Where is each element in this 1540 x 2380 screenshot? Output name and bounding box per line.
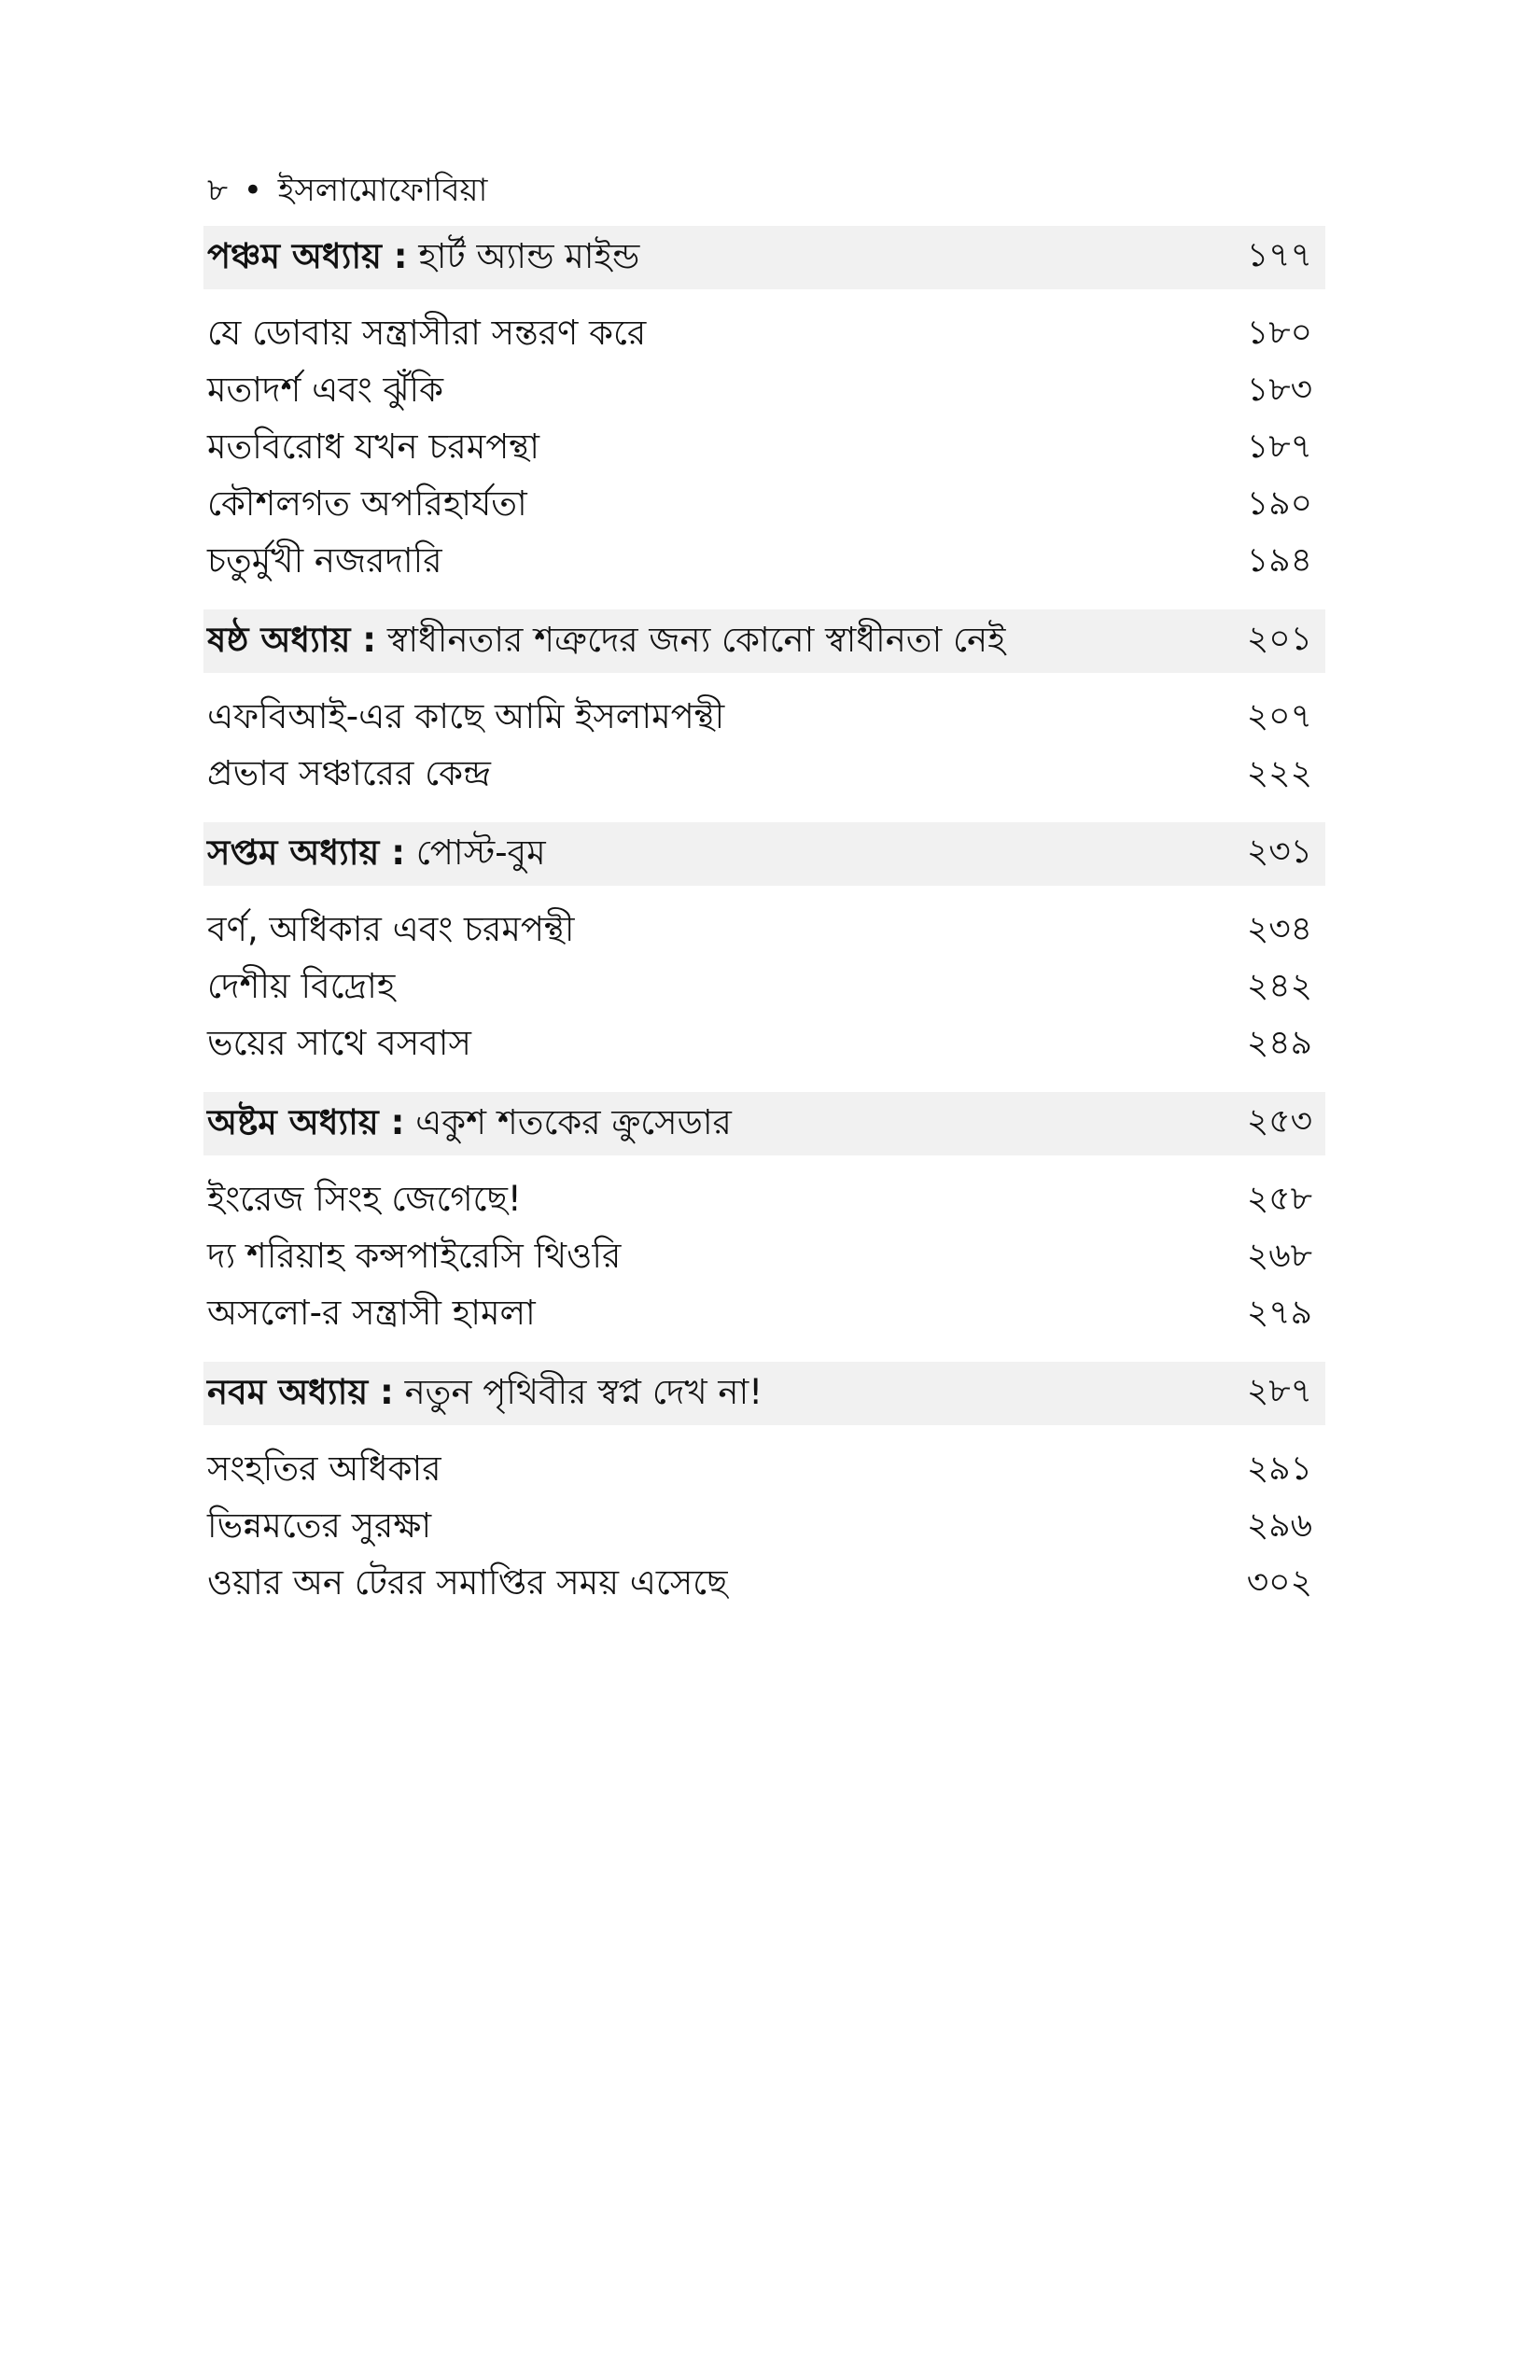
- section-title: ওয়ার অন টেরর সমাপ্তির সময় এসেছে: [207, 1562, 728, 1603]
- running-head: [207, 168, 487, 213]
- section-title: অসলো-র সন্ত্রাসী হামলা: [207, 1293, 536, 1333]
- toc-entry: [203, 306, 1325, 363]
- chapter-heading: [203, 609, 1325, 673]
- chapter-heading: [203, 1092, 1325, 1155]
- section-page-number: ১৮৭: [1246, 427, 1312, 466]
- chapter-title: একুশ শতকের ক্রুসেডার: [415, 1101, 732, 1142]
- toc-entry: [203, 534, 1325, 591]
- toc-entry: [203, 903, 1325, 959]
- toc-entry: [203, 690, 1325, 747]
- toc-entry: [203, 1172, 1325, 1229]
- section-title: প্রভাব সঞ্চারের কেন্দ্র: [207, 753, 491, 793]
- section-page-number: ২৪২: [1246, 966, 1312, 1005]
- chapter-heading: [203, 226, 1325, 289]
- section-title: চতুর্মুখী নজরদারি: [207, 540, 442, 581]
- chapter-page-number: ২৫৩: [1246, 1102, 1312, 1141]
- table-of-contents: [203, 226, 1325, 1631]
- section-page-number: ২৬৮: [1246, 1236, 1312, 1275]
- section-title: মতাদর্শ এবং ঝুঁকি: [207, 370, 444, 410]
- chapter-label: নবম অধ্যায় :: [207, 1371, 394, 1412]
- chapter-block: [203, 609, 1325, 804]
- toc-entry: [203, 959, 1325, 1016]
- chapter-page-number: ২০১: [1246, 620, 1312, 658]
- chapter-page-number: ২৮৭: [1246, 1372, 1312, 1410]
- section-page-number: ১৯০: [1246, 483, 1312, 523]
- section-title: যে ডোবায় সন্ত্রাসীরা সন্তরণ করে: [207, 313, 647, 353]
- section-title: ভয়ের সাথে বসবাস: [207, 1023, 471, 1063]
- toc-entry: [203, 1229, 1325, 1286]
- toc-entry: [203, 1442, 1325, 1499]
- toc-entry: [203, 1499, 1325, 1556]
- toc-entry: [203, 747, 1325, 804]
- chapter-heading: [203, 822, 1325, 886]
- section-title: এফবিআই-এর কাছে আমি ইসলামপন্থী: [207, 696, 725, 736]
- chapter-label: সপ্তম অধ্যায় :: [207, 832, 405, 873]
- toc-entry: [203, 1016, 1325, 1073]
- section-page-number: ২৭৯: [1246, 1293, 1312, 1332]
- chapter-title: হার্ট অ্যান্ড মাইন্ড: [418, 235, 640, 276]
- toc-entry: [203, 363, 1325, 420]
- toc-entry: [203, 1286, 1325, 1343]
- section-title: দ্য শরিয়াহ কন্সপাইরেসি থিওরি: [207, 1236, 622, 1276]
- chapter-label: ষষ্ঠ অধ্যায় :: [207, 619, 377, 660]
- section-page-number: ৩০২: [1246, 1562, 1312, 1602]
- chapter-title-group: [207, 1095, 732, 1154]
- chapter-title-group: [207, 229, 639, 287]
- section-page-number: ২০৭: [1246, 696, 1312, 735]
- toc-entry: [203, 1556, 1325, 1613]
- section-title: ভিন্নমতের সুরক্ষা: [207, 1505, 432, 1546]
- section-page-number: ২৪৯: [1246, 1023, 1312, 1062]
- chapter-page-number: ২৩১: [1246, 833, 1312, 871]
- page-number: ৮: [207, 172, 229, 209]
- section-page-number: ১৯৪: [1246, 540, 1312, 580]
- section-title: বর্ণ, অধিকার এবং চরমপন্থী: [207, 909, 575, 949]
- section-title: কৌশলগত অপরিহার্যতা: [207, 483, 527, 524]
- chapter-heading: [203, 1362, 1325, 1425]
- section-title: দেশীয় বিদ্রোহ: [207, 966, 396, 1006]
- chapter-title: পোস্ট-বুম: [415, 832, 546, 873]
- chapter-block: [203, 822, 1325, 1073]
- chapter-title: নতুন পৃথিবীর স্বপ্ন দেখ না!: [404, 1371, 763, 1412]
- toc-entry: [203, 420, 1325, 477]
- section-title: সংহতির অধিকার: [207, 1449, 441, 1489]
- bullet-separator: •: [243, 172, 262, 209]
- section-page-number: ২৫৮: [1246, 1179, 1312, 1218]
- chapter-label: পঞ্চম অধ্যায় :: [207, 235, 408, 276]
- section-page-number: ১৮০: [1246, 313, 1312, 352]
- chapter-title-group: [207, 1365, 763, 1423]
- section-page-number: ২২২: [1246, 753, 1312, 792]
- chapter-block: [203, 1362, 1325, 1613]
- chapter-page-number: ১৭৭: [1246, 236, 1312, 274]
- chapter-title-group: [207, 825, 546, 884]
- chapter-title: স্বাধীনতার শত্রুদের জন্য কোনো স্বাধীনতা নেই: [386, 619, 1006, 660]
- section-page-number: ১৮৩: [1246, 370, 1312, 409]
- chapter-label: অষ্টম অধ্যায় :: [207, 1101, 405, 1142]
- section-page-number: ২৯৬: [1246, 1505, 1312, 1545]
- chapter-title-group: [207, 612, 1005, 671]
- chapter-block: [203, 226, 1325, 591]
- book-title: ইসলামোফোবিয়া: [277, 172, 488, 209]
- toc-entry: [203, 477, 1325, 534]
- chapter-block: [203, 1092, 1325, 1343]
- section-title: মতবিরোধ যখন চরমপন্থা: [207, 427, 539, 467]
- section-page-number: ২৩৪: [1246, 909, 1312, 948]
- section-page-number: ২৯১: [1246, 1449, 1312, 1488]
- section-title: ইংরেজ সিংহ জেগেছে!: [207, 1179, 522, 1219]
